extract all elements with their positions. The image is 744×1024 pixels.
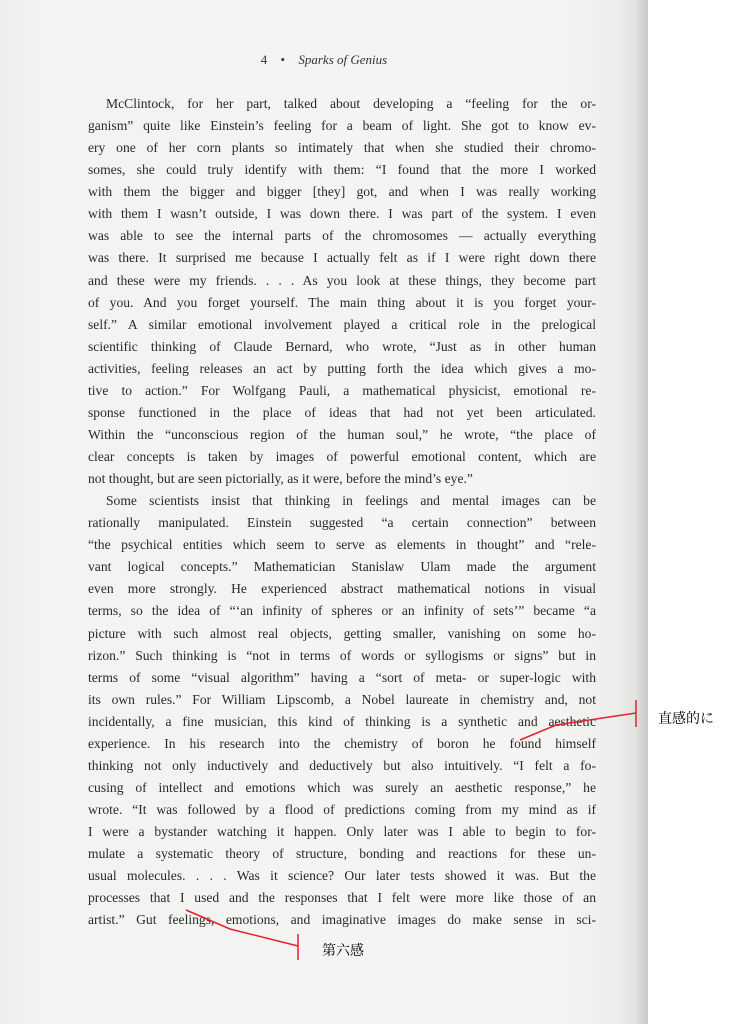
text-line: thinking not only inductively and deductively but also intuitively. “I felt a fo- <box>88 757 596 773</box>
annotation-note-intuitively: 直感的に <box>658 711 714 727</box>
text-line: processes that I used and the responses that I felt were more like those of an <box>88 890 596 906</box>
text-line: terms of some “visual algorithm” having a “sort of meta- or super-logic with <box>88 669 596 685</box>
text-line: somes, she could truly identify with them: “I found that the more I worked <box>88 162 596 178</box>
text-line: sponse functioned in the place of ideas that had not yet been articulated. <box>88 404 596 420</box>
text-line: experience. In his research into the chemistry of boron he found himself <box>88 735 596 751</box>
annotation-note-sixth-sense: 第六感 <box>322 943 364 959</box>
text-line: artist.” Gut feelings, emotions, and imaginative images do make sense in sci- <box>88 912 596 928</box>
text-line: with them the bigger and bigger [they] got, and when I was really working <box>88 184 596 200</box>
text-line: its own rules.” For William Lipscomb, a Nobel laureate in chemistry and, not <box>88 691 596 707</box>
text-line: incidentally, a fine musician, this kind of thinking is a synthetic and aesthetic <box>88 713 596 729</box>
text-line: not thought, but are seen pictorially, as it were, before the mind’s eye.” <box>88 471 473 487</box>
text-line: rationally manipulated. Einstein suggested “a certain connection” between <box>88 515 596 531</box>
text-line: ery one of her corn plants so intimately that when she studied their chromo- <box>88 140 596 156</box>
header-separator: • <box>280 52 286 67</box>
text-line: McClintock, for her part, talked about developing a “feeling for the or- <box>106 96 596 111</box>
text-line: rizon.” Such thinking is “not in terms of words or syllogisms or signs” but in <box>88 647 596 663</box>
text-line: even more strongly. He experienced abstract mathematical notions in visual <box>88 581 596 597</box>
book-title: Sparks of Genius <box>298 52 388 67</box>
text-line: Some scientists insist that thinking in feelings and mental images can be <box>106 493 596 509</box>
text-line: ganism” quite like Einstein’s feeling for a beam of light. She got to know ev- <box>88 118 596 134</box>
text-line: and these were my friends. . . . As you look at these things, they become part <box>88 272 596 288</box>
text-line: scientific thinking of Claude Bernard, who wrote, “Just as in other human <box>88 338 596 354</box>
text-line: clear concepts is taken by images of powerful emotional content, which are <box>88 449 596 464</box>
page-edge-shadow <box>636 0 648 1024</box>
text-line: usual molecules. . . . Was it science? Our later tests showed it was. But the <box>88 868 596 884</box>
text-line: with them I wasn’t outside, I was down there. I was part of the system. I even <box>88 206 596 222</box>
page-number: 4 <box>260 52 268 67</box>
text-line: Within the “unconscious region of the human soul,” he wrote, “the place of <box>88 426 596 442</box>
text-line: of you. And you forget yourself. The main thing about it is you forget your- <box>88 294 596 310</box>
body-text <box>88 93 596 931</box>
running-header <box>0 52 648 68</box>
text-line: “the psychical entities which seem to serve as elements in thought” and “rele- <box>88 537 596 553</box>
text-line: was there. It surprised me because I actually felt as if I were right down there <box>88 250 596 266</box>
text-line: activities, feeling releases an act by putting forth the idea which gives a mo- <box>88 360 596 376</box>
text-line: cusing of intellect and emotions which was surely an aesthetic response,” he <box>88 779 596 795</box>
text-line: wrote. “It was followed by a flood of predictions coming from my mind as if <box>88 802 596 817</box>
text-line: mulate a systematic theory of structure, bonding and reactions for these un- <box>88 846 596 862</box>
text-line: tive to action.” For Wolfgang Pauli, a mathematical physicist, emotional re- <box>88 382 596 398</box>
text-line: picture with such almost real objects, getting smaller, vanishing on some ho- <box>88 625 596 641</box>
text-line: terms, so the idea of “‘an infinity of spheres or an infinity of sets’” became “a <box>88 603 596 619</box>
text-line: was able to see the internal parts of the chromosomes — actually everything <box>88 228 596 244</box>
text-line: self.” A similar emotional involvement played a critical role in the prelogical <box>88 316 596 332</box>
text-line: vant logical concepts.” Mathematician Stanislaw Ulam made the argument <box>88 559 596 575</box>
text-line: I were a bystander watching it happen. Only later was I able to begin to for- <box>88 824 596 840</box>
